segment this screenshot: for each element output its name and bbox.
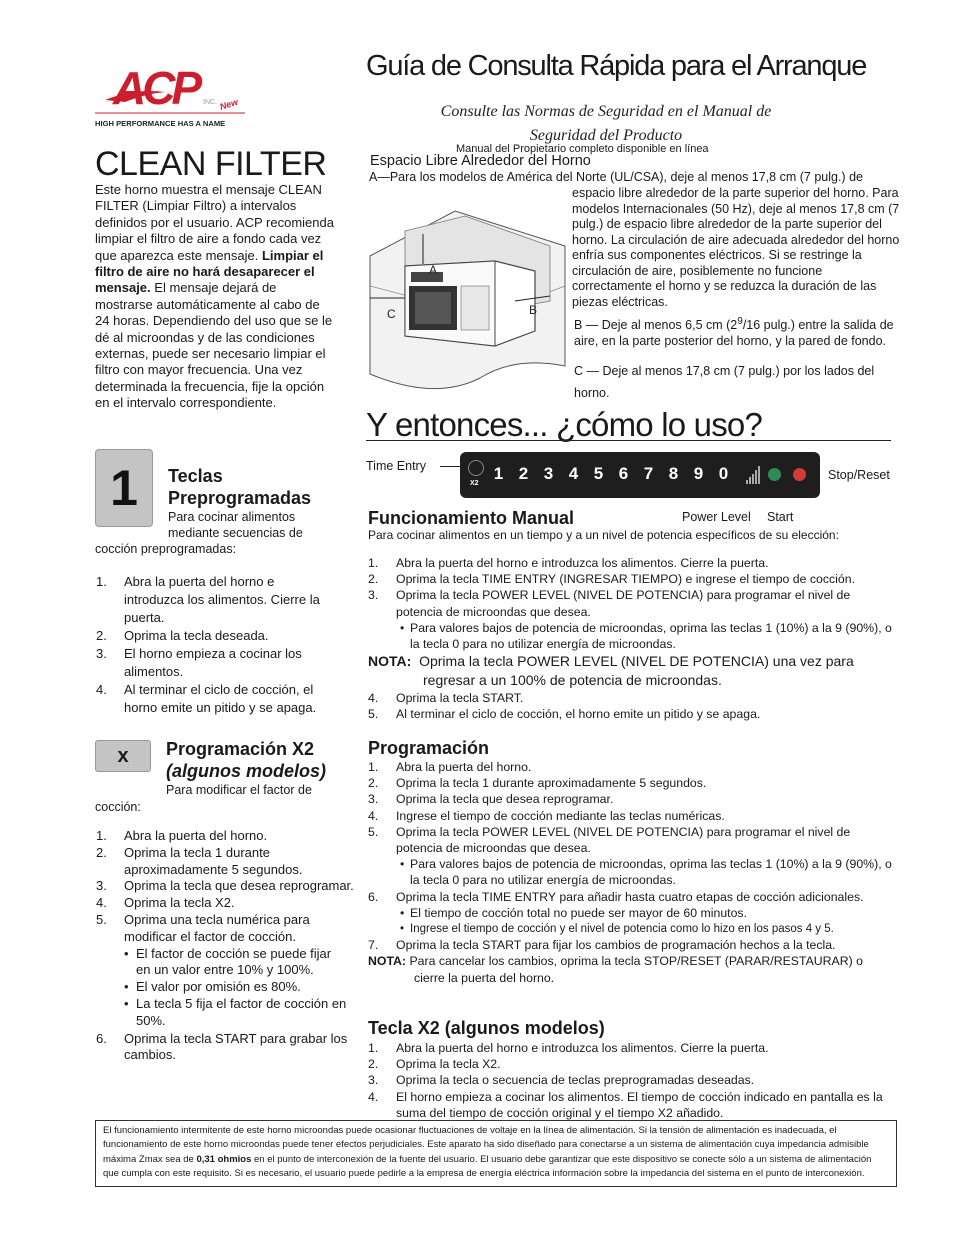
x2prog-title-2: (algunos modelos) [166, 761, 327, 781]
key-9[interactable]: 9 [693, 464, 704, 483]
list-item: • El factor de cocción se puede fijar en un valor entre 10% y 100%. [96, 946, 346, 980]
safety-note-line2: Seguridad del Producto [529, 127, 683, 144]
stop-reset-label: Stop/Reset [828, 468, 890, 482]
note-text: Para cancelar los cambios, oprima la tecla STOP/RESET (PARAR/RESTAURAR) o cierre la puerta del horno. [409, 954, 863, 985]
note-text: Oprima la tecla POWER LEVEL (NIVEL DE POTENCIA) una vez para regresar a un 100% de potencia de microondas. [419, 653, 854, 689]
diagram-label-b: B [529, 303, 538, 317]
logo-tagline: HIGH PERFORMANCE HAS A NAME [95, 119, 226, 128]
manual-intro: Para cocinar alimentos en un tiempo y a un nivel de potencia específicos de su elección: [368, 528, 839, 542]
manual-title: Funcionamiento Manual [368, 508, 575, 528]
list-item: • Ingrese el tiempo de cocción y el nivel de potencia como lo hizo en los pasos 4 y 5. [368, 921, 893, 937]
usage-title-rule [366, 440, 891, 441]
clearance-b [574, 314, 904, 349]
teclas-intro-3: cocción preprogramadas: [95, 542, 237, 556]
x2prog-intro-2: cocción: [95, 800, 141, 814]
x2prog-steps [96, 828, 356, 1064]
usage-title: Y entonces... ¿cómo lo uso? [366, 406, 763, 443]
key-0[interactable]: 0 [718, 464, 729, 483]
power-level-icon[interactable] [746, 466, 760, 484]
list-item: 2. Oprima la tecla 1 durante aproximadamente 5 segundos. [368, 776, 707, 791]
badge-number: 1 [110, 460, 138, 516]
list-item: 3. Oprima la tecla que desea reprogramar. [96, 878, 354, 894]
tecla-x2-title: Tecla X2 (algunos modelos) [368, 1018, 605, 1038]
time-entry-key-icon[interactable] [468, 460, 484, 476]
list-item: 3. Oprima la tecla o secuencia de teclas preprogramadas deseadas. [368, 1073, 755, 1088]
page-title: Guía de Consulta Rápida para el Arranque [366, 50, 867, 82]
tecla-x2-steps [368, 1040, 893, 1121]
clean-filter-text: Este horno muestra el mensaje CLEAN FILTER (Limpiar Filtro) a intervalos definidos por el usuario. ACP recomienda limpiar el filtro de aire a fondo cada vez que aparezca este mensaje. [95, 182, 334, 263]
note-label: NOTA: [368, 653, 412, 670]
list-item: • El tiempo de cocción total no puede ser mayor de 60 minutos. [368, 905, 893, 921]
list-item: 5. Al terminar el ciclo de cocción, el horno emite un pitido y se apaga. [368, 707, 761, 722]
key-3[interactable]: 3 [543, 464, 554, 483]
start-label: Start [767, 510, 794, 524]
clearance-a2: espacio libre alrededor de la parte superior del horno. Para modelos Internacionales (50 Hz), deje al menos 17,8 cm (7 pulg.) de espacio libre alrededor de la parte superior del horno. La circulación de aire adecuada alrededor del horno enfría sus componentes eléctricos. Si se restringe la circulación de aire, posiblemente no funcione correctamente el horno y se reduzca la duración de las piezas eléctricas. [572, 186, 900, 309]
notice-text: El funcionamiento intermitente de este horno microondas puede ocasionar fluctuaciones de voltaje en la línea de alimentación. Si la tensión de alimentación es inadecuada, el funcionamiento de este horno microondas puede tener efectos perjudiciales. Este aparato ha sido diseñado para conectarse a un sistema de alimentación cuya impedancia admisible máxima Zmax sea de [103, 1125, 869, 1165]
list-item: 3. Oprima la tecla que desea reprogramar. [368, 792, 614, 807]
teclas-intro-2: mediante secuencias de [168, 525, 303, 540]
oven-clearance-diagram [365, 206, 570, 411]
list-item: 3. Oprima la tecla POWER LEVEL (NIVEL DE POTENCIA) para programar el nivel de potencia de microondas que desea. [368, 588, 851, 619]
clean-filter-bold: Limpiar el filtro de aire no hará desaparecer el mensaje. [95, 247, 324, 296]
list-item: 1. Abra la puerta del horno e introduzca los alimentos. Cierre la puerta. [96, 574, 320, 625]
list-item: • Para valores bajos de potencia de microondas, oprima las teclas 1 (10%) a la 9 (90%), o la tecla 0 para no utilizar energía de microondas. [368, 856, 893, 888]
list-item: 7. Oprima la tecla START para fijar los cambios de programación hechos a la tecla. [368, 938, 836, 953]
stop-reset-icon[interactable] [793, 468, 806, 481]
list-item: • La tecla 5 fija el factor de cocción en 50%. [96, 996, 356, 1030]
power-supply-notice [95, 1120, 897, 1187]
acp-logo [95, 58, 265, 130]
list-item: 4. Oprima la tecla START. [368, 691, 524, 706]
logo-brand: ACP [113, 62, 199, 114]
logo-inc: INC. [203, 99, 217, 106]
list-item: 1. Abra la puerta del horno. [368, 760, 532, 774]
x2-badge [95, 740, 151, 772]
list-item: 1. Abra la puerta del horno e introduzca los alimentos. Cierre la puerta. [368, 1041, 769, 1055]
clearance-b-text: B — Deje al menos 6,5 cm (2 [574, 318, 738, 333]
teclas-intro-1: Para cocinar alimentos [168, 510, 296, 524]
clean-filter-body [95, 182, 335, 412]
programacion-title: Programación [368, 738, 490, 758]
clearance-a1: A—Para los modelos de América del Norte (UL/CSA), deje al menos 17,8 cm (7 pulg.) de [369, 170, 863, 184]
manual-note [368, 652, 893, 690]
clearance-c: C — Deje al menos 17,8 cm (7 pulg.) por los lados del horno. [574, 364, 875, 400]
clean-filter-title: CLEAN FILTER [95, 145, 327, 183]
list-item: • El valor por omisión es 80%. [96, 979, 356, 996]
step-1-badge [95, 449, 153, 527]
key-2[interactable]: 2 [518, 464, 529, 483]
list-item: 5. Oprima la tecla POWER LEVEL (NIVEL DE POTENCIA) para programar el nivel de potencia de microondas que desea. [368, 824, 851, 856]
clearance-title: Espacio Libre Alrededor del Horno [370, 153, 591, 169]
list-item: 6. Oprima la tecla START para grabar los cambios. [96, 1030, 348, 1063]
control-keypad [460, 452, 820, 498]
key-5[interactable]: 5 [593, 464, 604, 483]
x2-key[interactable]: X2 [470, 480, 479, 487]
logo-new: New [218, 96, 240, 112]
key-4[interactable]: 4 [568, 464, 579, 483]
power-level-label: Power Level [682, 510, 751, 524]
teclas-title-1: Teclas [168, 466, 223, 486]
list-item: 4. Ingrese el tiempo de cocción mediante las teclas numéricas. [368, 808, 725, 823]
x2prog-title-1: Programación X2 [166, 739, 315, 759]
list-item: 4. Al terminar el ciclo de cocción, el horno emite un pitido y se apaga. [96, 682, 317, 715]
list-item: 5. Oprima una tecla numérica para modificar el factor de cocción. [96, 911, 310, 944]
safety-note-line1: Consulte las Normas de Seguridad en el Manual de [440, 103, 772, 120]
key-6[interactable]: 6 [618, 464, 629, 483]
list-item: • Para valores bajos de potencia de microondas, oprima las teclas 1 (10%) a la 9 (90%), o la tecla 0 para no utilizar energía de microondas. [368, 620, 893, 652]
list-item: 4. Oprima la tecla X2. [96, 895, 235, 911]
key-7[interactable]: 7 [643, 464, 654, 483]
start-icon[interactable] [768, 468, 781, 481]
clearance-b-text2: /16 pulg.) entre la salida de aire, en la parte posterior del horno, y la pared de fondo. [574, 318, 894, 348]
list-item: 2. Oprima la tecla TIME ENTRY (INGRESAR TIEMPO) e ingrese el tiempo de cocción. [368, 572, 856, 587]
list-item: 2. Oprima la tecla 1 durante aproximadamente 5 segundos. [96, 844, 303, 877]
programacion-steps [368, 759, 893, 986]
notice-bold: 0,31 ohmios [196, 1153, 252, 1165]
manual-steps [368, 555, 893, 723]
teclas-title-2: Preprogramadas [168, 488, 312, 508]
list-item: 1. Abra la puerta del horno. [96, 828, 268, 843]
key-1[interactable]: 1 [493, 464, 504, 483]
list-item: 4. El horno empieza a cocinar los alimentos. El tiempo de cocción indicado en pantalla es la suma del tiempo de cocción original y el tiempo X2 añadido. [368, 1089, 883, 1120]
diagram-label-a: A [429, 263, 438, 277]
list-item: 2. Oprima la tecla deseada. [96, 628, 269, 643]
time-entry-pointer [440, 466, 460, 467]
note-label: NOTA: [368, 954, 407, 969]
programacion-note [368, 953, 893, 985]
list-item: 6. Oprima la tecla TIME ENTRY para añadir hasta cuatro etapas de cocción adicionales. [368, 889, 864, 904]
notice-text2: en el punto de interconexión de la fuente del usuario. El usuario debe garantizar que este dispositivo se conecte sólo a un sistema de alimentación que cumpla con este requisito. Si es necesario, el usuario puede pedirle a la empresa de energía eléctrica información sobre la impedancia del sistema en el punto de interconexión. [103, 1153, 872, 1179]
list-item: 2. Oprima la tecla X2. [368, 1057, 501, 1072]
teclas-steps [96, 573, 336, 717]
time-entry-label: Time Entry [366, 459, 426, 473]
list-item: 3. El horno empieza a cocinar los alimentos. [96, 646, 302, 679]
diagram-label-c: C [387, 307, 396, 321]
list-item: 1. Abra la puerta del horno e introduzca los alimentos. Cierre la puerta. [368, 556, 769, 570]
clearance-b-sup: 9 [737, 316, 743, 327]
x2-badge-letter: x [117, 745, 129, 767]
manual-online-note: Manual del Propietario completo disponible en línea [456, 143, 709, 155]
clean-filter-text2: El mensaje dejará de mostrarse automáticamente al cabo de 24 horas. Dependiendo del uso que se le dé al microondas y de las condiciones externas, puede ser necesario limpiar el filtro con mayor frecuencia. Una vez determinada la frecuencia, fije la opción en el intervalo correspondiente. [95, 280, 333, 411]
x2prog-intro-1: Para modificar el factor de [166, 783, 312, 797]
key-8[interactable]: 8 [668, 464, 679, 483]
